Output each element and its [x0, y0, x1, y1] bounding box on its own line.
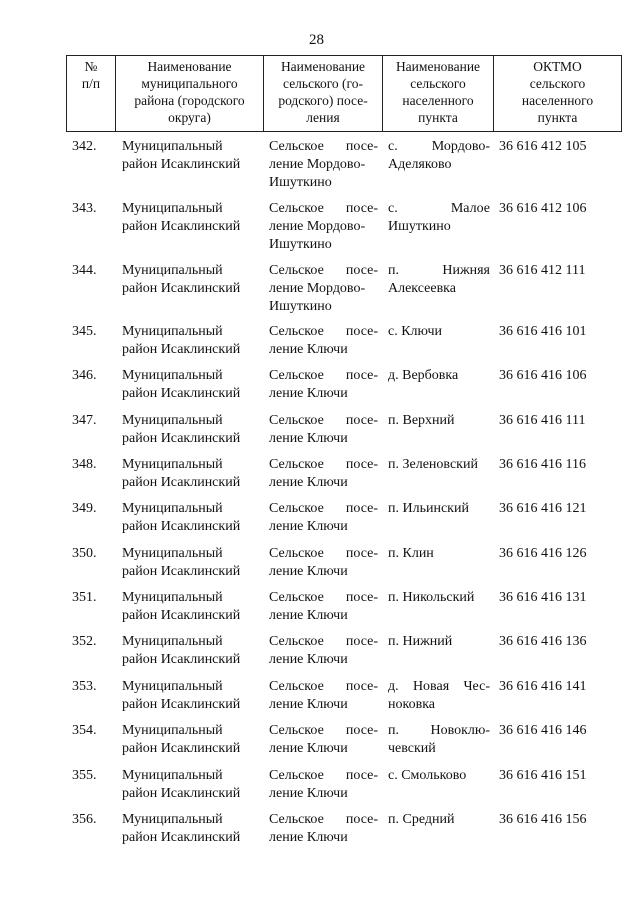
locality-cell: [382, 200, 493, 262]
settlement-word: ление Ключи: [269, 652, 348, 667]
settlement-word: ление Ключи: [269, 342, 348, 357]
settlement-word: ление Ключи: [269, 697, 348, 712]
settlement-word: Ишуткино: [269, 175, 332, 190]
table-row: [66, 811, 621, 856]
locality-line: [388, 218, 490, 236]
locality-word: Алексеевка: [388, 281, 456, 296]
district-line: Муниципальный: [122, 263, 223, 278]
settlement-line: [269, 341, 378, 359]
settlement-line: [269, 262, 378, 280]
row-number: 355.: [72, 768, 97, 783]
district-line: Муниципальный: [122, 413, 223, 428]
settlement-line: [269, 200, 378, 218]
locality-line: [388, 456, 490, 474]
row-number: 343.: [72, 201, 97, 216]
locality-cell: [382, 678, 493, 722]
locality-word: п. Ильинский: [388, 501, 469, 516]
locality-line: [388, 323, 490, 341]
settlement-word: Ишуткино: [269, 299, 332, 314]
locality-word: Новая: [412, 679, 450, 694]
district-line: Муниципальный: [122, 723, 223, 738]
settlement-word: Сельское: [269, 546, 324, 561]
table-row: [66, 262, 621, 323]
district-cell: [115, 456, 263, 500]
settlement-word: Сельское: [269, 368, 324, 383]
page-number: 28: [309, 32, 324, 48]
settlement-line: [269, 456, 378, 474]
district-cell: [115, 412, 263, 456]
oktmo-code: 36 616 416 141: [499, 679, 587, 694]
settlement-cell: [263, 589, 382, 633]
district-line: район Исаклинский: [122, 786, 241, 801]
district-line: район Исаклинский: [122, 342, 241, 357]
settlement-cell: [263, 200, 382, 262]
table-row: [66, 200, 621, 262]
settlement-word: посе-: [345, 501, 378, 516]
header-line: Наименование: [280, 59, 366, 74]
row-number: 352.: [72, 634, 97, 649]
header-line: муниципального: [141, 76, 238, 91]
settlement-line: [269, 385, 378, 403]
district-line: Муниципальный: [122, 679, 223, 694]
oktmo-code: 36 616 416 126: [499, 546, 587, 561]
settlement-word: ление Мордово-: [269, 219, 366, 234]
table-row: [66, 722, 621, 767]
settlement-cell: [263, 545, 382, 589]
settlement-cell: [263, 412, 382, 456]
settlement-word: посе-: [345, 457, 378, 472]
settlement-line: [269, 500, 378, 518]
district-cell: [115, 138, 263, 200]
row-number: 354.: [72, 723, 97, 738]
district-line: Муниципальный: [122, 368, 223, 383]
district-line: Муниципальный: [122, 634, 223, 649]
settlement-line: [269, 280, 378, 298]
settlement-line: [269, 236, 378, 254]
locality-cell: [382, 633, 493, 678]
district-cell: [115, 767, 263, 811]
district-cell: [115, 323, 263, 367]
district-line: Муниципальный: [122, 590, 223, 605]
header-line: населенного: [402, 93, 474, 108]
district-line: район Исаклинский: [122, 697, 241, 712]
oktmo-code: 36 616 416 116: [499, 457, 586, 472]
row-number: 347.: [72, 413, 97, 428]
district-line: район Исаклинский: [122, 608, 241, 623]
settlement-word: ление Мордово-: [269, 157, 366, 172]
row-number: 349.: [72, 501, 97, 516]
table-row: [66, 412, 621, 456]
locality-word: п.: [388, 723, 399, 738]
district-line: район Исаклинский: [122, 157, 241, 172]
district-line: район Исаклинский: [122, 219, 241, 234]
district-line: район Исаклинский: [122, 281, 241, 296]
settlement-word: посе-: [345, 201, 378, 216]
settlement-line: [269, 589, 378, 607]
settlement-word: ление Ключи: [269, 608, 348, 623]
settlement-cell: [263, 722, 382, 767]
district-line: район Исаклинский: [122, 830, 241, 845]
settlement-word: посе-: [345, 590, 378, 605]
header-line: ления: [306, 110, 340, 125]
settlement-word: Сельское: [269, 768, 324, 783]
settlement-line: [269, 722, 378, 740]
settlement-word: посе-: [345, 768, 378, 783]
header-district: [116, 56, 264, 132]
oktmo-code: 36 616 416 121: [499, 501, 587, 516]
district-line: Муниципальный: [122, 768, 223, 783]
oktmo-code: 36 616 416 106: [499, 368, 587, 383]
header-line: п/п: [81, 76, 101, 91]
header-num: [67, 56, 116, 132]
district-cell: [115, 262, 263, 323]
settlement-word: посе-: [345, 679, 378, 694]
row-number: 351.: [72, 590, 97, 605]
district-cell: [115, 811, 263, 856]
header-line: населенного: [521, 93, 594, 108]
locality-cell: [382, 262, 493, 323]
settlement-line: [269, 563, 378, 581]
settlement-line: [269, 607, 378, 625]
locality-word: Новоклю-: [430, 723, 490, 738]
district-line: район Исаклинский: [122, 519, 241, 534]
locality-line: [388, 412, 490, 430]
settlement-cell: [263, 138, 382, 200]
locality-word: чевский: [388, 741, 436, 756]
settlement-line: [269, 633, 378, 651]
settlement-word: посе-: [345, 634, 378, 649]
locality-word: Малое: [450, 201, 490, 216]
oktmo-code: 36 616 412 106: [499, 201, 587, 216]
settlement-line: [269, 696, 378, 714]
district-cell: [115, 678, 263, 722]
settlement-line: [269, 323, 378, 341]
locality-word: Ишуткино: [388, 219, 451, 234]
row-number: 353.: [72, 679, 97, 694]
oktmo-code: 36 616 416 111: [499, 413, 586, 428]
district-cell: [115, 367, 263, 412]
district-cell: [115, 500, 263, 545]
settlement-line: [269, 367, 378, 385]
header-locality: [383, 56, 494, 132]
locality-cell: [382, 500, 493, 545]
locality-cell: [382, 323, 493, 367]
locality-line: [388, 589, 490, 607]
header-line: района (городского: [134, 93, 245, 108]
district-line: район Исаклинский: [122, 475, 241, 490]
settlement-word: ление Ключи: [269, 386, 348, 401]
locality-word: Мордово-: [431, 139, 490, 154]
oktmo-code: 36 616 416 156: [499, 812, 587, 827]
header-line: сельского (го-: [283, 76, 363, 91]
settlement-line: [269, 174, 378, 192]
settlement-word: Сельское: [269, 590, 324, 605]
settlement-cell: [263, 500, 382, 545]
table-header: [66, 55, 622, 132]
settlement-line: [269, 474, 378, 492]
oktmo-code: 36 616 412 105: [499, 139, 587, 154]
settlement-word: ление Ключи: [269, 741, 348, 756]
row-number: 346.: [72, 368, 97, 383]
settlement-cell: [263, 323, 382, 367]
settlement-word: ление Ключи: [269, 786, 348, 801]
locality-word: с. Смольково: [388, 768, 467, 783]
settlement-word: посе-: [345, 812, 378, 827]
settlement-word: Сельское: [269, 263, 324, 278]
oktmo-code: 36 616 416 146: [499, 723, 587, 738]
locality-cell: [382, 589, 493, 633]
locality-line: [388, 811, 490, 829]
table-row: [66, 323, 621, 367]
locality-word: с.: [388, 139, 398, 154]
locality-cell: [382, 367, 493, 412]
row-number: 350.: [72, 546, 97, 561]
locality-line: [388, 696, 490, 714]
district-line: Муниципальный: [122, 546, 223, 561]
locality-line: [388, 262, 490, 280]
settlement-word: посе-: [345, 723, 378, 738]
settlement-line: [269, 430, 378, 448]
table-row: [66, 633, 621, 678]
locality-cell: [382, 545, 493, 589]
locality-cell: [382, 138, 493, 200]
locality-line: [388, 678, 490, 696]
header-oktmo: [494, 56, 622, 132]
locality-line: [388, 500, 490, 518]
locality-line: [388, 280, 490, 298]
table-row: [66, 367, 621, 412]
table-row: [66, 456, 621, 500]
settlement-word: Сельское: [269, 201, 324, 216]
table-row: [66, 138, 621, 200]
locality-line: [388, 545, 490, 563]
district-cell: [115, 589, 263, 633]
locality-word: д. Вербовка: [388, 368, 459, 383]
header-line: сельского: [410, 76, 466, 91]
header-line: родского) посе-: [278, 93, 368, 108]
locality-line: [388, 200, 490, 218]
settlement-word: Сельское: [269, 139, 324, 154]
settlement-line: [269, 545, 378, 563]
district-line: район Исаклинский: [122, 564, 241, 579]
table-body: [66, 138, 621, 856]
header-line: пункта: [537, 110, 578, 125]
locality-line: [388, 633, 490, 651]
row-number: 356.: [72, 812, 97, 827]
locality-word: д.: [388, 679, 399, 694]
district-line: Муниципальный: [122, 457, 223, 472]
locality-word: п. Верхний: [388, 413, 455, 428]
locality-word: Нижняя: [442, 263, 490, 278]
table-row: [66, 500, 621, 545]
settlement-cell: [263, 367, 382, 412]
locality-line: [388, 156, 490, 174]
district-line: район Исаклинский: [122, 431, 241, 446]
oktmo-code: 36 616 416 131: [499, 590, 587, 605]
settlement-word: ление Мордово-: [269, 281, 366, 296]
district-line: район Исаклинский: [122, 652, 241, 667]
settlement-line: [269, 740, 378, 758]
locality-cell: [382, 811, 493, 856]
district-cell: [115, 633, 263, 678]
settlement-line: [269, 767, 378, 785]
district-cell: [115, 722, 263, 767]
locality-line: [388, 722, 490, 740]
district-line: район Исаклинский: [122, 741, 241, 756]
locality-word: с. Ключи: [388, 324, 442, 339]
district-line: Муниципальный: [122, 812, 223, 827]
district-line: Муниципальный: [122, 501, 223, 516]
settlement-line: [269, 412, 378, 430]
table-row: [66, 767, 621, 811]
settlement-cell: [263, 811, 382, 856]
locality-line: [388, 767, 490, 785]
district-line: Муниципальный: [122, 201, 223, 216]
header-line: Наименование: [395, 59, 481, 74]
settlement-cell: [263, 767, 382, 811]
settlement-word: Сельское: [269, 812, 324, 827]
header-line: №: [84, 59, 98, 74]
settlement-word: посе-: [345, 546, 378, 561]
settlement-line: [269, 156, 378, 174]
settlement-line: [269, 829, 378, 847]
settlement-line: [269, 298, 378, 316]
row-number: 348.: [72, 457, 97, 472]
settlement-word: посе-: [345, 139, 378, 154]
settlement-line: [269, 811, 378, 829]
settlement-word: Сельское: [269, 324, 324, 339]
oktmo-code: 36 616 416 101: [499, 324, 587, 339]
district-cell: [115, 545, 263, 589]
locality-word: п. Средний: [388, 812, 455, 827]
header-line: сельского: [529, 76, 586, 91]
oktmo-code: 36 616 412 111: [499, 263, 586, 278]
settlement-word: посе-: [345, 368, 378, 383]
locality-word: п. Нижний: [388, 634, 453, 649]
table-row: [66, 678, 621, 722]
settlement-cell: [263, 456, 382, 500]
table-row: [66, 545, 621, 589]
settlement-line: [269, 138, 378, 156]
header-line: округа): [168, 110, 211, 125]
settlement-word: посе-: [345, 413, 378, 428]
settlement-word: Сельское: [269, 723, 324, 738]
locality-word: п. Никольский: [388, 590, 475, 605]
locality-cell: [382, 412, 493, 456]
settlement-line: [269, 651, 378, 669]
settlement-line: [269, 678, 378, 696]
row-number: 344.: [72, 263, 97, 278]
district-cell: [115, 200, 263, 262]
locality-word: п. Клин: [388, 546, 434, 561]
locality-word: с.: [388, 201, 398, 216]
row-number: 342.: [72, 139, 97, 154]
settlement-word: ление Ключи: [269, 475, 348, 490]
settlement-word: Сельское: [269, 413, 324, 428]
locality-word: Аделяково: [388, 157, 452, 172]
locality-line: [388, 740, 490, 758]
settlement-word: Сельское: [269, 634, 324, 649]
district-line: Муниципальный: [122, 324, 223, 339]
settlement-word: посе-: [345, 263, 378, 278]
district-line: район Исаклинский: [122, 386, 241, 401]
settlement-word: ление Ключи: [269, 519, 348, 534]
settlement-cell: [263, 678, 382, 722]
header-line: пункта: [418, 110, 458, 125]
settlement-word: ление Ключи: [269, 431, 348, 446]
settlement-line: [269, 218, 378, 236]
settlement-word: Сельское: [269, 501, 324, 516]
settlement-word: Сельское: [269, 457, 324, 472]
locality-cell: [382, 456, 493, 500]
row-number: 345.: [72, 324, 97, 339]
locality-word: п.: [388, 263, 399, 278]
locality-cell: [382, 722, 493, 767]
header-settlement: [264, 56, 383, 132]
settlement-word: ление Ключи: [269, 830, 348, 845]
settlement-word: Ишуткино: [269, 237, 332, 252]
locality-word: п. Зеленовский: [388, 457, 478, 472]
settlement-word: ление Ключи: [269, 564, 348, 579]
header-line: ОКТМО: [533, 59, 582, 74]
table-row: [66, 589, 621, 633]
locality-cell: [382, 767, 493, 811]
locality-line: [388, 367, 490, 385]
settlement-line: [269, 518, 378, 536]
locality-word: ноковка: [388, 697, 435, 712]
locality-line: [388, 138, 490, 156]
settlement-cell: [263, 633, 382, 678]
header-line: Наименование: [147, 59, 232, 74]
settlement-line: [269, 785, 378, 803]
settlement-word: Сельское: [269, 679, 324, 694]
settlement-cell: [263, 262, 382, 323]
district-line: Муниципальный: [122, 139, 223, 154]
oktmo-code: 36 616 416 151: [499, 768, 587, 783]
oktmo-code: 36 616 416 136: [499, 634, 587, 649]
settlement-word: посе-: [345, 324, 378, 339]
locality-word: Чес-: [463, 679, 490, 694]
